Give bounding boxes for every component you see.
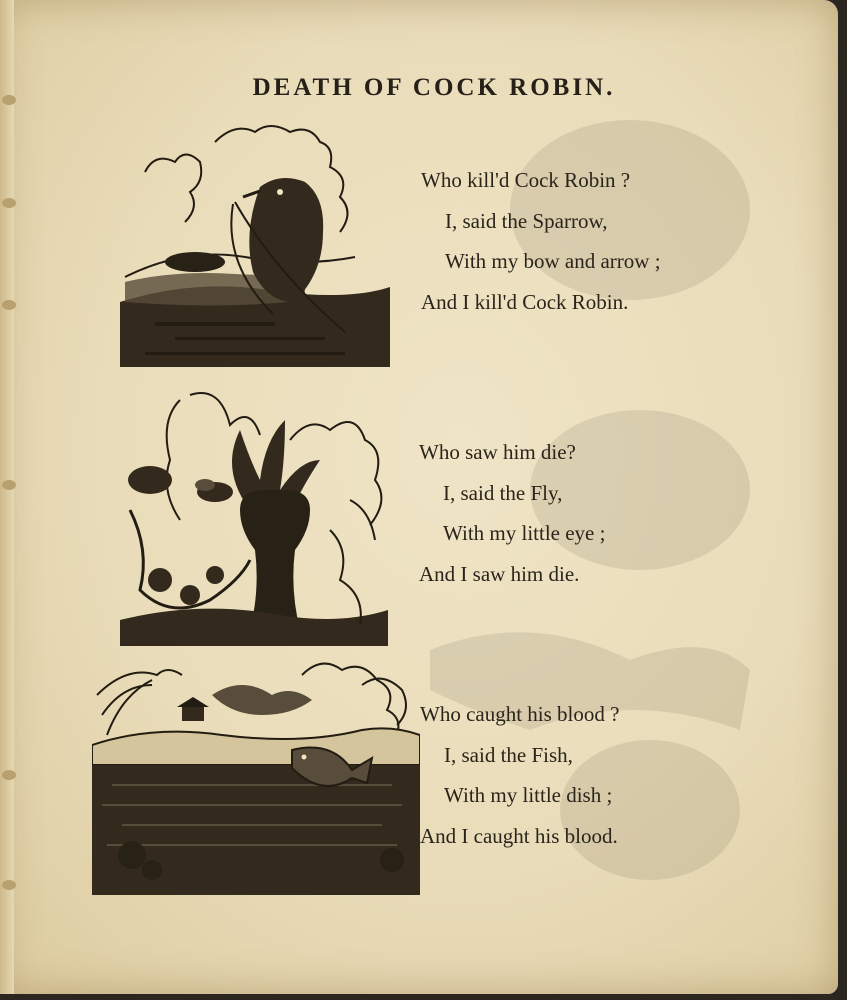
verse-line: And I kill'd Cock Robin. (421, 289, 629, 314)
verse-line: I, said the Sparrow, (445, 208, 608, 233)
verse-line: With my little dish ; (444, 783, 613, 807)
stitch-hole (2, 198, 16, 208)
verse-line: With my bow and arrow ; (445, 249, 661, 273)
stanza (420, 694, 619, 856)
verse-line: Who kill'd Cock Robin ? (421, 168, 631, 192)
stitch-hole (2, 880, 16, 890)
verse-line: And I caught his blood. (420, 823, 618, 848)
verse-line: Who saw him die? (419, 440, 576, 464)
stitch-hole (2, 300, 16, 310)
verse-line: With my little eye ; (443, 521, 606, 545)
fly-woodcut-icon (120, 380, 388, 646)
page-spine (0, 0, 14, 994)
page-title: DEATH OF COCK ROBIN. (252, 74, 616, 101)
verse-line: I, said the Fly, (443, 480, 563, 505)
stanza (421, 160, 661, 322)
verse-line: I, said the Fish, (444, 742, 573, 767)
fish-woodcut-icon (92, 655, 420, 895)
stitch-hole (2, 480, 16, 490)
sparrow-woodcut-icon (115, 112, 395, 374)
stanza (419, 432, 605, 594)
verse-line: And I saw him die. (419, 561, 580, 586)
verse-line: Who caught his blood ? (420, 702, 620, 726)
stitch-hole (2, 770, 16, 780)
